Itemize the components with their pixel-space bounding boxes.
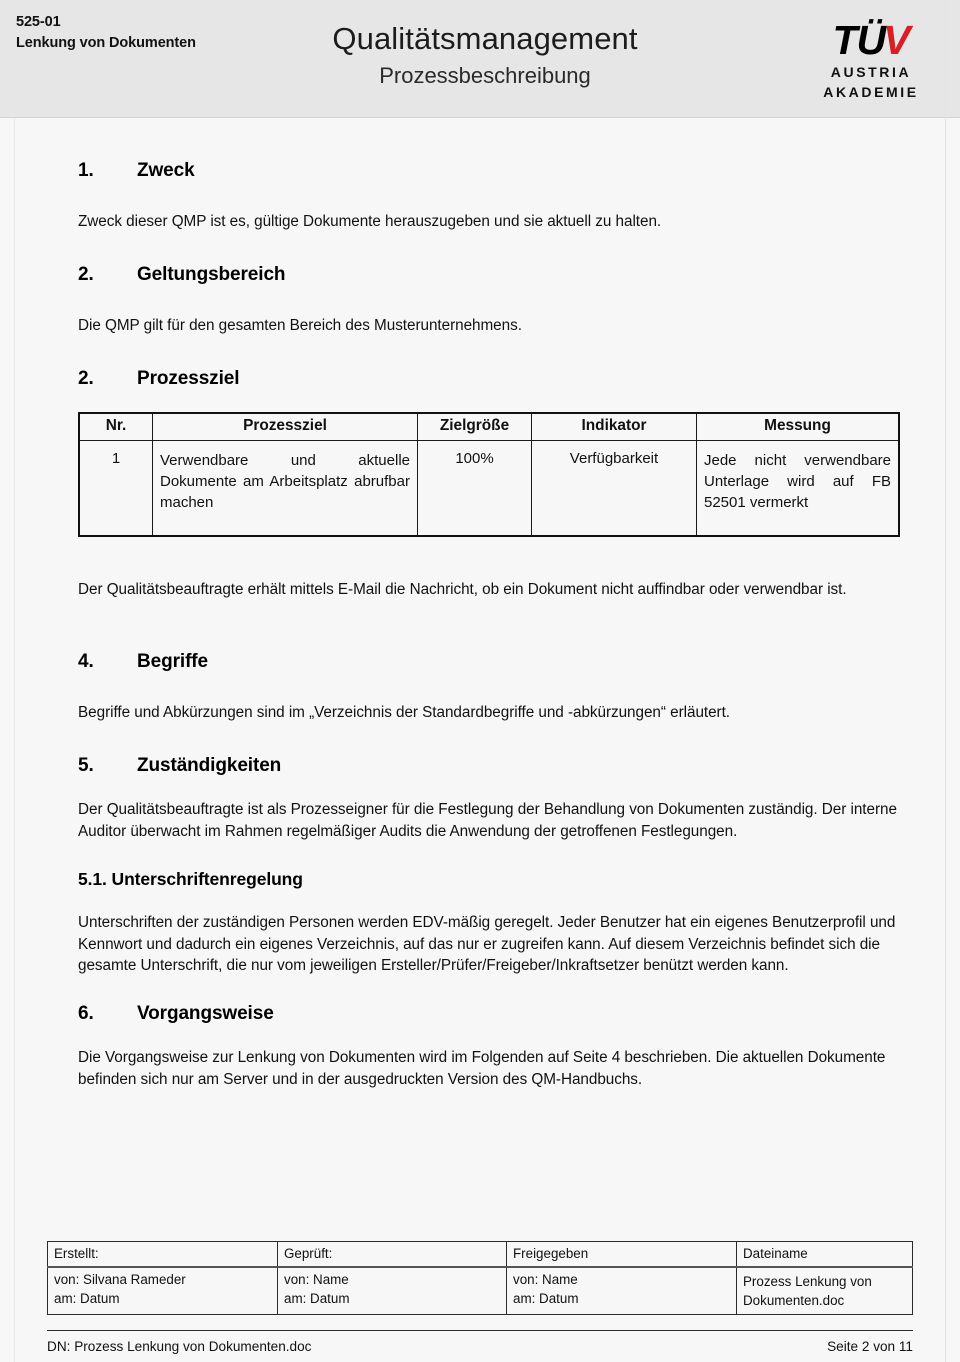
checked-on-value: am: Datum	[284, 1291, 350, 1307]
subsection-heading-5-1: 5.1. Unterschriftenregelung	[78, 868, 303, 889]
prozessziel-table	[78, 412, 900, 538]
prozessziel-table-wrapper	[78, 412, 900, 538]
prozessziel-note-paragraph: Der Qualitätsbeauftragte erhält mittels E-Mail die Nachricht, ob ein Dokument nicht auffindbar oder verwendbar ist.	[78, 581, 847, 599]
checked-by-value: von: Name	[284, 1272, 349, 1287]
column-header-indikator: Indikator	[532, 413, 697, 441]
signature-cell-erstellt	[48, 1267, 278, 1315]
signature-cell-dateiname	[737, 1267, 913, 1315]
filename-line-2: Dokumenten.doc	[743, 1293, 845, 1309]
section-6-paragraph: Die Vorgangsweise zur Lenkung von Dokumenten wird im Folgenden auf Seite 4 beschrieben. Die aktuellen Dokumente befinden sich nur am Server und in der ausgedruckten Version des QM-Handbuchs.	[78, 1049, 886, 1089]
section-3-title: Prozessziel	[137, 367, 240, 389]
section-heading-6	[78, 1003, 900, 1025]
table-row	[79, 440, 899, 536]
section-heading-4	[78, 651, 900, 673]
header-document-reference	[16, 12, 196, 53]
document-body	[0, 118, 960, 1091]
section-4-paragraph: Begriffe und Abkürzungen sind im „Verzeichnis der Standardbegriffe und -abkürzungen“ erläutert.	[78, 704, 731, 722]
section-5-title: Zuständigkeiten	[137, 754, 282, 776]
filename-line-1: Prozess Lenkung von	[743, 1274, 872, 1289]
created-by-value: von: Silvana Rameder	[54, 1272, 186, 1287]
logo-line-austria: AUSTRIA	[830, 64, 912, 80]
section-4-number: 4.	[78, 651, 94, 673]
tuv-letter-v: V	[883, 17, 910, 63]
page-subtitle: Prozessbeschreibung	[379, 63, 591, 89]
signature-cell-freigegeben	[507, 1267, 737, 1315]
signature-column-geprueft: Geprüft:	[278, 1242, 507, 1268]
section-3-number: 2.	[78, 367, 94, 389]
section-2-paragraph: Die QMP gilt für den gesamten Bereich des Musterunternehmens.	[78, 316, 522, 334]
section-heading-2	[78, 264, 900, 286]
section-6-number: 6.	[78, 1003, 94, 1025]
tuv-austria-akademie-logo	[806, 18, 936, 103]
signature-table	[47, 1241, 913, 1315]
header-document-name: Lenkung von Dokumenten	[16, 34, 196, 51]
document-footer	[47, 1241, 913, 1354]
created-on-value: am: Datum	[54, 1291, 120, 1307]
signature-header-row	[48, 1242, 913, 1268]
section-6-title: Vorgangsweise	[137, 1003, 274, 1025]
column-header-messung: Messung	[697, 413, 900, 441]
tuv-wordmark-icon	[806, 18, 936, 62]
cell-zielgroesse: 100%	[418, 440, 532, 536]
document-header	[0, 0, 960, 118]
section-5-paragraph: Der Qualitätsbeauftragte ist als Prozesseigner für die Festlegung der Behandlung von Dokumenten zuständig. Der interne Auditor überwacht im Rahmen regelmäßiger Audits die Anwendung der getroffenen Festlegungen.	[78, 800, 897, 840]
footer-info-line	[47, 1331, 913, 1354]
column-header-nr: Nr.	[79, 413, 153, 441]
cell-indikator: Verfügbarkeit	[532, 440, 697, 536]
section-2-title: Geltungsbereich	[137, 263, 286, 285]
signature-column-erstellt: Erstellt:	[48, 1242, 278, 1268]
header-document-number: 525-01	[16, 14, 61, 30]
section-heading-5	[78, 755, 900, 777]
section-5-number: 5.	[78, 754, 94, 776]
signature-cell-geprueft	[278, 1267, 507, 1315]
column-header-zielgroesse: Zielgröße	[418, 413, 532, 441]
signature-value-row	[48, 1267, 913, 1315]
section-1-title: Zweck	[137, 160, 195, 181]
signature-column-freigegeben: Freigegeben	[507, 1242, 737, 1268]
section-1-number: 1.	[78, 160, 94, 181]
table-header-row	[79, 413, 899, 441]
section-1-paragraph: Zweck dieser QMP ist es, gültige Dokumente herauszugeben und sie aktuell zu halten.	[78, 213, 662, 230]
subsection-5-1-paragraph: Unterschriften der zuständigen Personen werden EDV-mäßig geregelt. Jeder Benutzer hat ein eigenes Benutzerprofil und Kennwort und dadurch ein eigenes Verzeichnis, auf das nur er zugreifen kann. Auf diesem Verzeichnis befindet sich die gesamte Unterschrift, die nur vom jeweiligen Ersteller/Prüfer/Freigeber/Inkraftsetzer benützt werden kann.	[78, 913, 896, 975]
footer-document-name: DN: Prozess Lenkung von Dokumenten.doc	[47, 1339, 312, 1354]
section-heading-prozessziel	[78, 368, 900, 390]
tuv-letters-tu: TÜ	[832, 17, 886, 63]
released-on-value: am: Datum	[513, 1291, 579, 1307]
footer-page-number: Seite 2 von 11	[827, 1339, 913, 1354]
signature-column-dateiname: Dateiname	[737, 1242, 913, 1268]
column-header-prozessziel: Prozessziel	[153, 413, 418, 441]
released-by-value: von: Name	[513, 1272, 578, 1287]
section-heading-1	[78, 160, 900, 182]
cell-nr: 1	[79, 440, 153, 536]
section-4-title: Begriffe	[137, 651, 208, 673]
header-title-block	[250, 22, 720, 90]
page-title: Qualitätsmanagement	[332, 21, 638, 56]
cell-prozessziel: Verwendbare und aktuelle Dokumente am Arbeitsplatz abrufbar machen	[153, 440, 418, 536]
section-2-number: 2.	[78, 263, 94, 285]
logo-line-akademie: AKADEMIE	[823, 84, 919, 101]
cell-messung: Jede nicht verwendbare Unterlage wird auf FB 52501 vermerkt	[697, 440, 900, 536]
